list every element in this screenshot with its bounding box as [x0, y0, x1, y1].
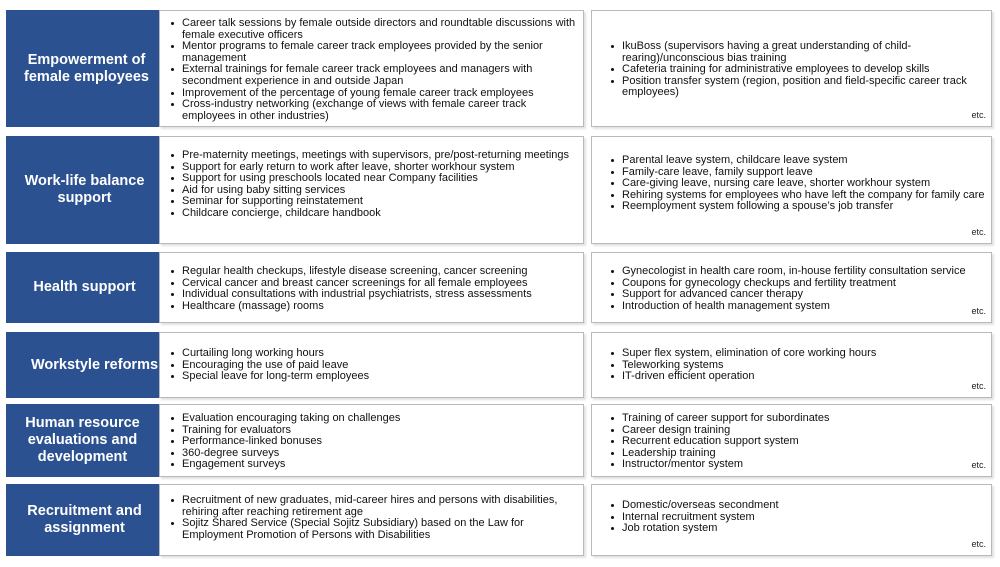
category-label: Health support — [6, 252, 163, 323]
row-health-support — [6, 252, 992, 323]
left-panel — [159, 136, 584, 244]
left-list — [166, 348, 577, 383]
right-panel — [591, 136, 992, 244]
left-panel — [159, 484, 584, 556]
etc-label: etc. — [971, 539, 986, 550]
list-item: Improvement of the percentage of young female career track employees — [166, 88, 577, 100]
left-list — [166, 495, 577, 541]
list-item: Domestic/overseas secondment — [606, 500, 985, 512]
list-item: Healthcare (massage) rooms — [166, 301, 577, 313]
row-empowerment — [6, 10, 992, 127]
category-label: Empowerment of female employees — [6, 10, 167, 127]
list-item: Position transfer system (region, position and field-specific career track employees) — [606, 76, 985, 99]
list-item: Evaluation encouraging taking on challenges — [166, 413, 577, 425]
right-panel — [591, 10, 992, 127]
right-list — [606, 348, 985, 383]
list-item: Aid for using baby sitting services — [166, 185, 577, 197]
list-item: 360-degree surveys — [166, 448, 577, 460]
left-list — [166, 18, 577, 122]
list-item: Instructor/mentor system — [606, 459, 985, 471]
right-list — [606, 266, 985, 312]
list-item: Job rotation system — [606, 523, 985, 535]
list-item: Rehiring systems for employees who have left the company for family care — [606, 190, 985, 202]
list-item: Career design training — [606, 425, 985, 437]
list-item: Leadership training — [606, 448, 985, 460]
left-panel — [159, 10, 584, 127]
list-item: Childcare concierge, childcare handbook — [166, 208, 577, 220]
list-item: Cervical cancer and breast cancer screenings for all female employees — [166, 278, 577, 290]
list-item: Encouraging the use of paid leave — [166, 360, 577, 372]
category-label: Work-life balance support — [6, 136, 163, 244]
right-panel — [591, 404, 992, 477]
list-item: Reemployment system following a spouse’s job transfer — [606, 201, 985, 213]
etc-label: etc. — [971, 381, 986, 392]
list-item: Recurrent education support system — [606, 436, 985, 448]
list-item: Mentor programs to female career track employees provided by the senior management — [166, 41, 577, 64]
etc-label: etc. — [971, 227, 986, 238]
row-hr-evaluations — [6, 404, 992, 477]
right-panel — [591, 484, 992, 556]
list-item: Support for early return to work after leave, shorter workhour system — [166, 162, 577, 174]
list-item: Recruitment of new graduates, mid-career hires and persons with disabilities, rehiring after reaching retirement age — [166, 495, 577, 518]
category-label: Human resource evaluations and development — [6, 404, 159, 477]
list-item: IkuBoss (supervisors having a great understanding of child-rearing)/unconscious bias training — [606, 41, 985, 64]
etc-label: etc. — [971, 460, 986, 471]
list-item: Gynecologist in health care room, in-house fertility consultation service — [606, 266, 985, 278]
right-list — [606, 413, 985, 471]
list-item: Introduction of health management system — [606, 301, 985, 313]
list-item: Curtailing long working hours — [166, 348, 577, 360]
left-panel — [159, 404, 584, 477]
list-item: Parental leave system, childcare leave system — [606, 155, 985, 167]
left-panel — [159, 332, 584, 398]
category-label: Workstyle reforms — [6, 332, 183, 398]
list-item: Seminar for supporting reinstatement — [166, 196, 577, 208]
row-workstyle-reforms — [6, 332, 992, 398]
etc-label: etc. — [971, 306, 986, 317]
list-item: Super flex system, elimination of core working hours — [606, 348, 985, 360]
list-item: Individual consultations with industrial psychiatrists, stress assessments — [166, 289, 577, 301]
list-item: External trainings for female career track employees and managers with secondment experience in and outside Japan — [166, 64, 577, 87]
left-list — [166, 150, 577, 220]
list-item: Training of career support for subordinates — [606, 413, 985, 425]
right-panel — [591, 332, 992, 398]
list-item: Pre-maternity meetings, meetings with supervisors, pre/post-returning meetings — [166, 150, 577, 162]
right-list — [606, 41, 985, 99]
list-item: Support for using preschools located near Company facilities — [166, 173, 577, 185]
list-item: Coupons for gynecology checkups and fertility treatment — [606, 278, 985, 290]
etc-label: etc. — [971, 110, 986, 121]
right-panel — [591, 252, 992, 323]
row-recruitment — [6, 484, 992, 556]
list-item: Support for advanced cancer therapy — [606, 289, 985, 301]
list-item: Care-giving leave, nursing care leave, shorter workhour system — [606, 178, 985, 190]
right-list — [606, 155, 985, 213]
list-item: Performance-linked bonuses — [166, 436, 577, 448]
list-item: Family-care leave, family support leave — [606, 167, 985, 179]
list-item: Training for evaluators — [166, 425, 577, 437]
right-list — [606, 500, 985, 535]
list-item: Cross-industry networking (exchange of views with female career track employees in other industries) — [166, 99, 577, 122]
list-item: Career talk sessions by female outside directors and roundtable discussions with female executive officers — [166, 18, 577, 41]
list-item: Special leave for long-term employees — [166, 371, 577, 383]
list-item: Engagement surveys — [166, 459, 577, 471]
list-item: IT-driven efficient operation — [606, 371, 985, 383]
list-item: Cafeteria training for administrative employees to develop skills — [606, 64, 985, 76]
list-item: Teleworking systems — [606, 360, 985, 372]
left-list — [166, 266, 577, 312]
left-list — [166, 413, 577, 471]
list-item: Regular health checkups, lifestyle disease screening, cancer screening — [166, 266, 577, 278]
row-work-life-balance — [6, 136, 992, 244]
list-item: Sojitz Shared Service (Special Sojitz Subsidiary) based on the Law for Employment Promotion of Persons with Disabilities — [166, 518, 577, 541]
category-label: Recruitment and assignment — [6, 484, 163, 556]
list-item: Internal recruitment system — [606, 512, 985, 524]
left-panel — [159, 252, 584, 323]
